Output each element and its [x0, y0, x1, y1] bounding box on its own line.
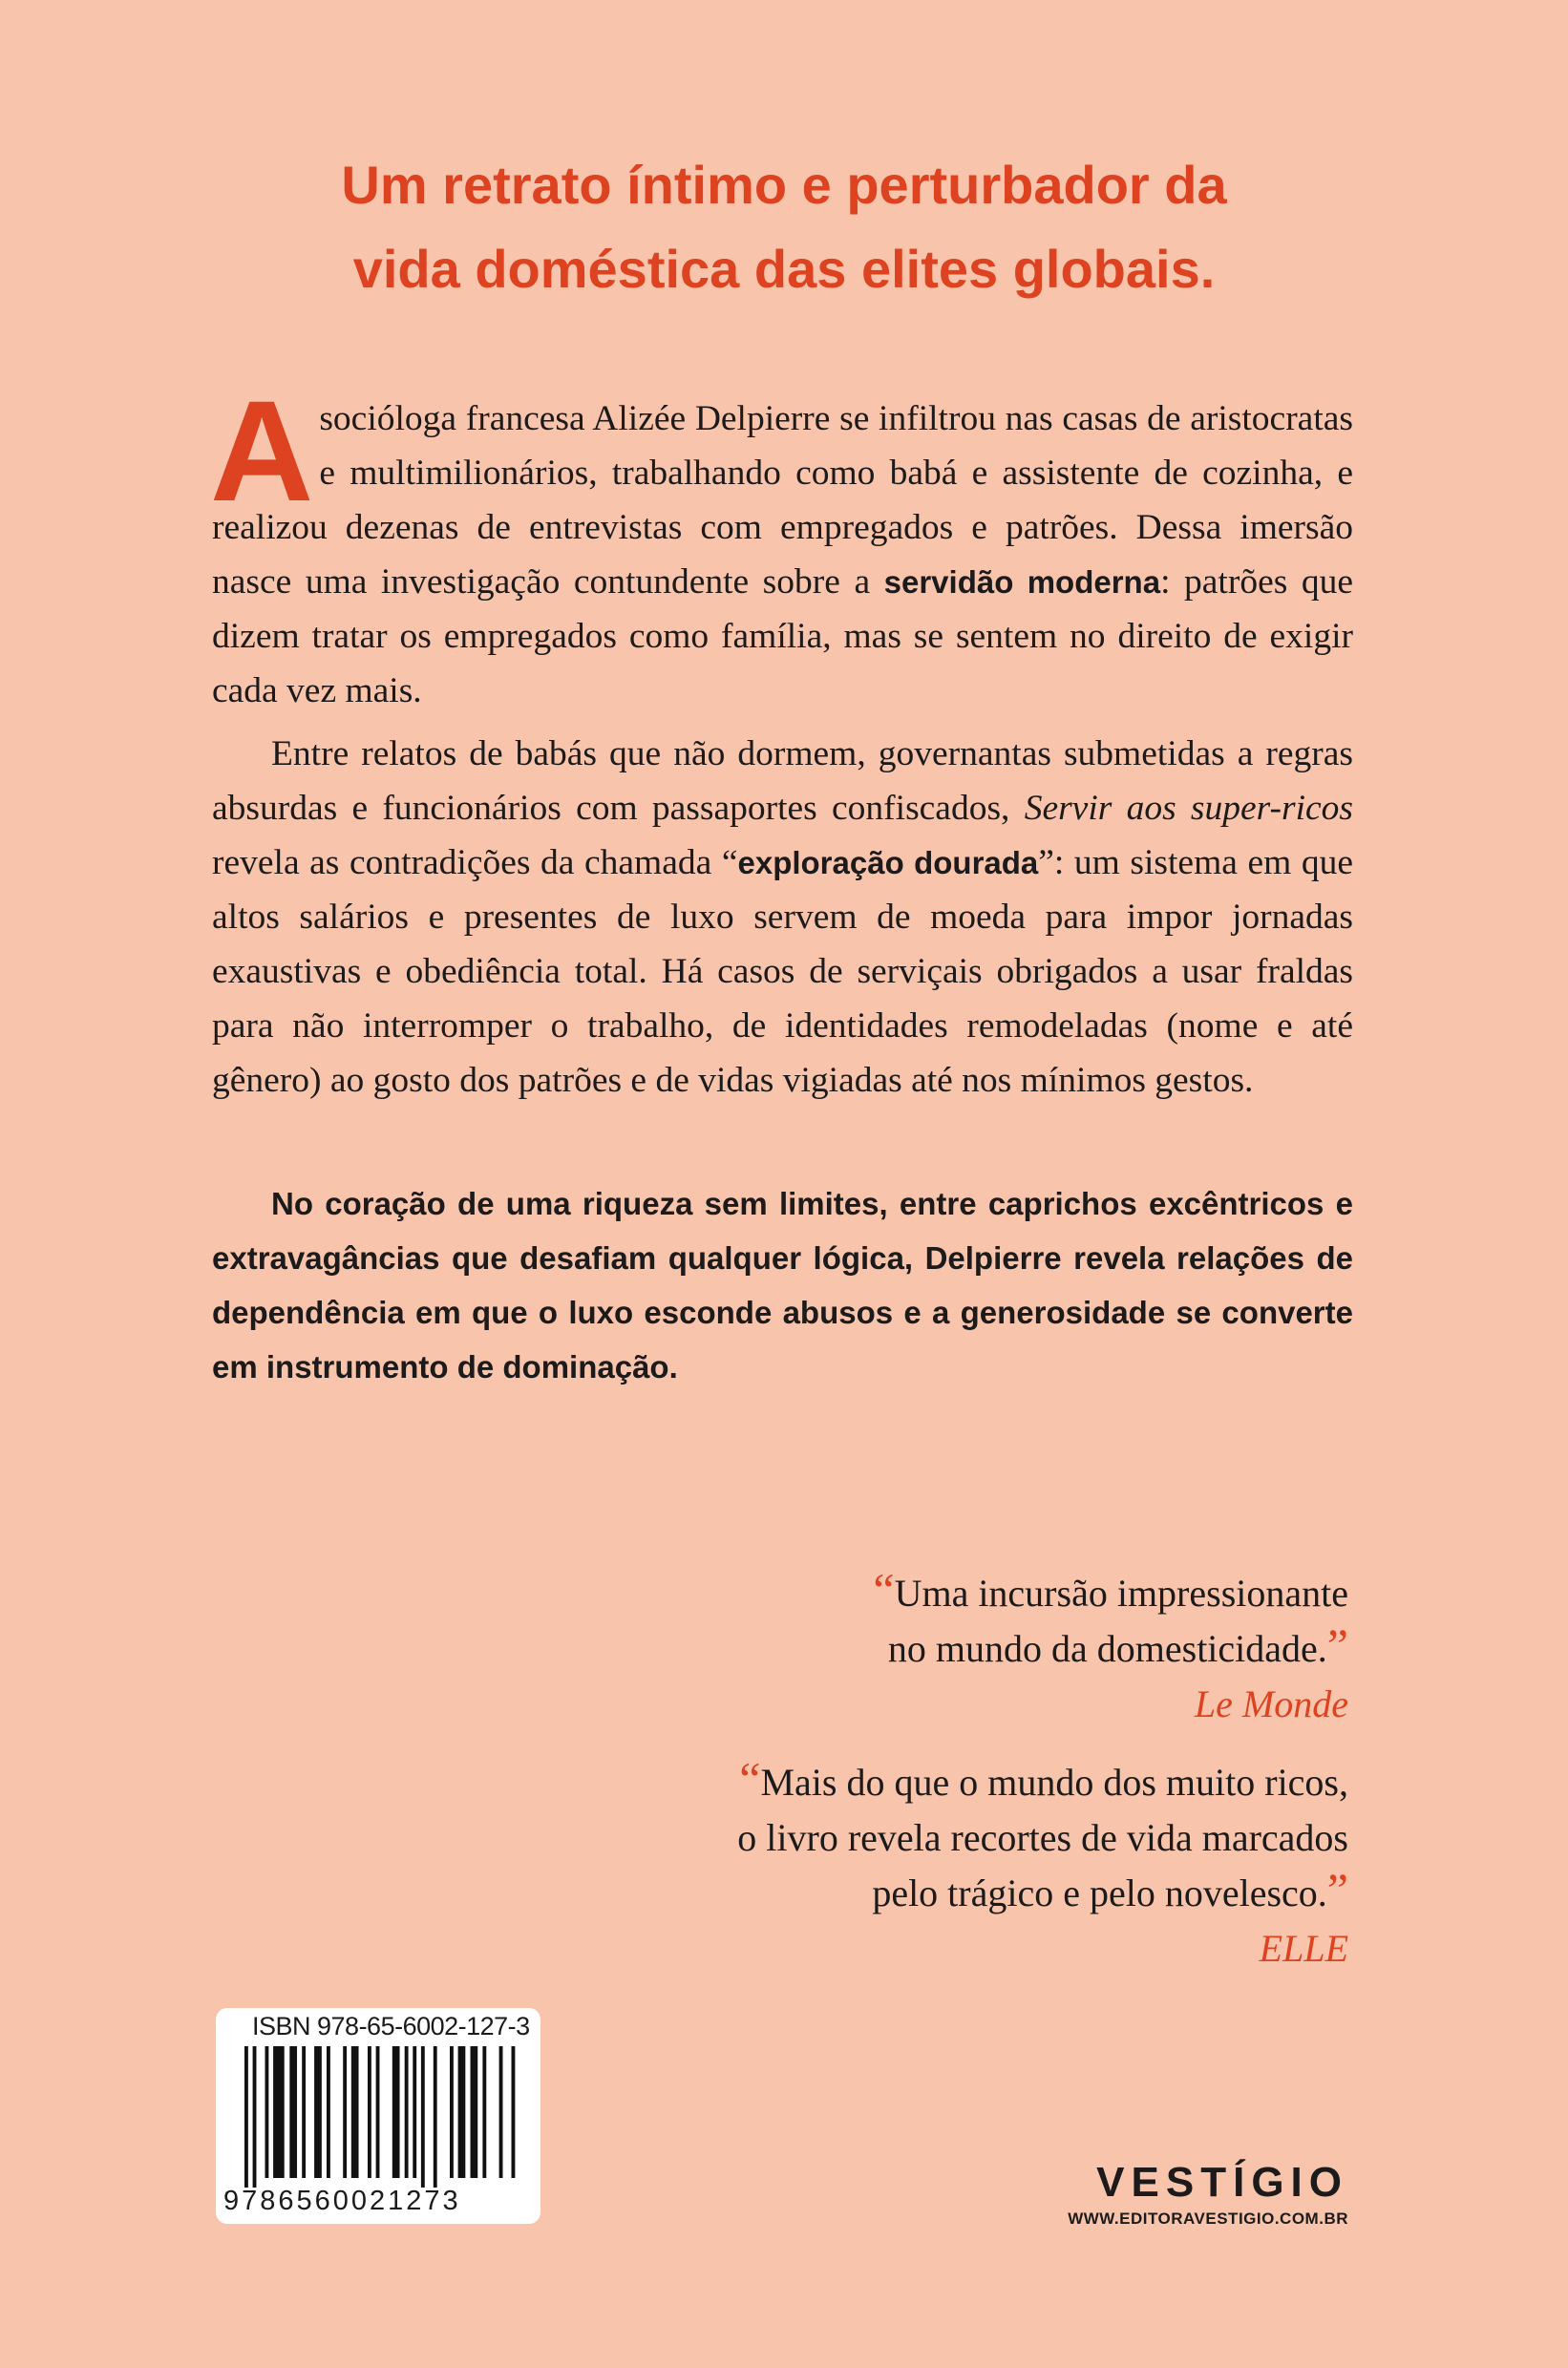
- quote-source: ELLE: [1259, 1927, 1348, 1970]
- paragraph-1-text-before: socióloga francesa Alizée Delpierre se infiltrou nas casas de aristocratas e multimilionários, trabalhando como babá e assistente de cozinha, e realizou dezenas de entrevistas com empregados e patrões. Dessa imersão nasce uma investigação contundente sobre a: [212, 399, 1353, 602]
- barcode-bar: [351, 2046, 359, 2178]
- paragraph-2-bold: exploração dourada: [737, 845, 1039, 880]
- press-quote: [584, 1563, 1348, 1732]
- synopsis: [210, 370, 1354, 1108]
- quote-line: [584, 1563, 1348, 1621]
- isbn-digits: 9786560021273: [223, 2186, 461, 2216]
- paragraph-1-bold: servidão moderna: [883, 564, 1161, 600]
- barcode-bar: [343, 2046, 347, 2178]
- paragraph-1-text-after: : patrões que dizem tratar os empregados como família, mas se sentem no direito de exigir cada vez mais.: [212, 562, 1353, 710]
- headline-line-2: vida doméstica das elites globais.: [352, 239, 1216, 299]
- barcode-bar: [244, 2046, 248, 2188]
- close-quote-mark: ”: [1326, 1863, 1348, 1916]
- barcode-bar: [327, 2046, 330, 2178]
- barcode-bar: [482, 2046, 486, 2178]
- quote-1-line-1: Uma incursão impressionante: [894, 1572, 1348, 1615]
- quote-line: [584, 1752, 1348, 1810]
- publisher-name: VESTÍGIO: [1096, 2159, 1348, 2206]
- barcode-bar: [434, 2046, 437, 2188]
- barcode-bar: [273, 2046, 285, 2178]
- headline: [115, 143, 1453, 311]
- barcode-bar: [314, 2046, 322, 2178]
- closing-paragraph: No coração de uma riqueza sem limites, entre caprichos excêntricos e extravagâncias que desafiam qualquer lógica, Delpierre revela relações de dependência em que o luxo esconde abusos e a generosidade se converte em instrumento de dominação.: [212, 1186, 1353, 1385]
- barcode-bar: [471, 2046, 478, 2178]
- quote-line: [584, 1810, 1348, 1866]
- publisher-logo: [1068, 2160, 1348, 2229]
- isbn-barcode: [216, 2008, 540, 2224]
- drop-cap: A: [210, 370, 314, 531]
- paragraph-1: [210, 370, 1353, 718]
- isbn-label: ISBN 978-65-6002-127-3: [252, 2012, 530, 2040]
- quote-line: [584, 1618, 1348, 1677]
- paragraph-2-text-after: ”: um sistema em que altos salários e presentes de luxo servem de moeda para impor jornadas exaustivas e obediência total. Há casos de serviçais obrigados a usar fraldas para não interromper o trabalho, de identidades remodeladas (nome e até gênero) ao gosto dos patrões e de vidas vigiadas até nos mínimos gestos.: [212, 843, 1353, 1100]
- quote-2-line-2: o livro revela recortes de vida marcados: [737, 1816, 1348, 1859]
- barcode-bar: [302, 2046, 306, 2178]
- publisher-url: WWW.EDITORAVESTIGIO.COM.BR: [1068, 2209, 1348, 2228]
- press-quote: [584, 1752, 1348, 1977]
- barcode-bar: [253, 2046, 257, 2188]
- barcode-bar: [421, 2046, 425, 2188]
- barcode-bar: [499, 2046, 503, 2178]
- barcode-bar: [512, 2046, 516, 2178]
- press-quotes: [584, 1563, 1348, 1977]
- barcode-bar: [289, 2046, 297, 2178]
- headline-line-1: Um retrato íntimo e perturbador da: [341, 155, 1227, 215]
- quote-source: Le Monde: [1194, 1682, 1348, 1725]
- open-quote-mark: “: [739, 1752, 761, 1806]
- barcode-bar: [376, 2046, 380, 2178]
- quote-2-line-1: Mais do que o mundo dos muito ricos,: [760, 1761, 1348, 1804]
- paragraph-2: [212, 727, 1353, 1108]
- close-quote-mark: ”: [1326, 1618, 1348, 1672]
- barcode-bar: [458, 2046, 466, 2178]
- quote-1-line-2: no mundo da domesticidade.: [887, 1627, 1327, 1670]
- barcode-bar: [265, 2046, 269, 2178]
- barcode-bar: [405, 2046, 409, 2178]
- quote-2-line-3: pelo trágico e pelo novelesco.: [872, 1871, 1327, 1914]
- paragraph-2-text-before: Entre relatos de babás que não dormem, governantas submetidas a regras absurdas e funcionários com passaportes confiscados,: [212, 734, 1353, 828]
- quote-line: [584, 1863, 1348, 1921]
- barcode-bar: [450, 2046, 454, 2178]
- barcode-bar: [392, 2046, 400, 2178]
- barcode-bars: [241, 2046, 518, 2188]
- paragraph-2-text-middle: revela as contradições da chamada “: [212, 843, 738, 882]
- barcode-bar: [413, 2046, 416, 2178]
- book-title: Servir aos super-ricos: [1024, 789, 1354, 828]
- open-quote-mark: “: [873, 1563, 895, 1617]
- barcode-bar: [368, 2046, 371, 2178]
